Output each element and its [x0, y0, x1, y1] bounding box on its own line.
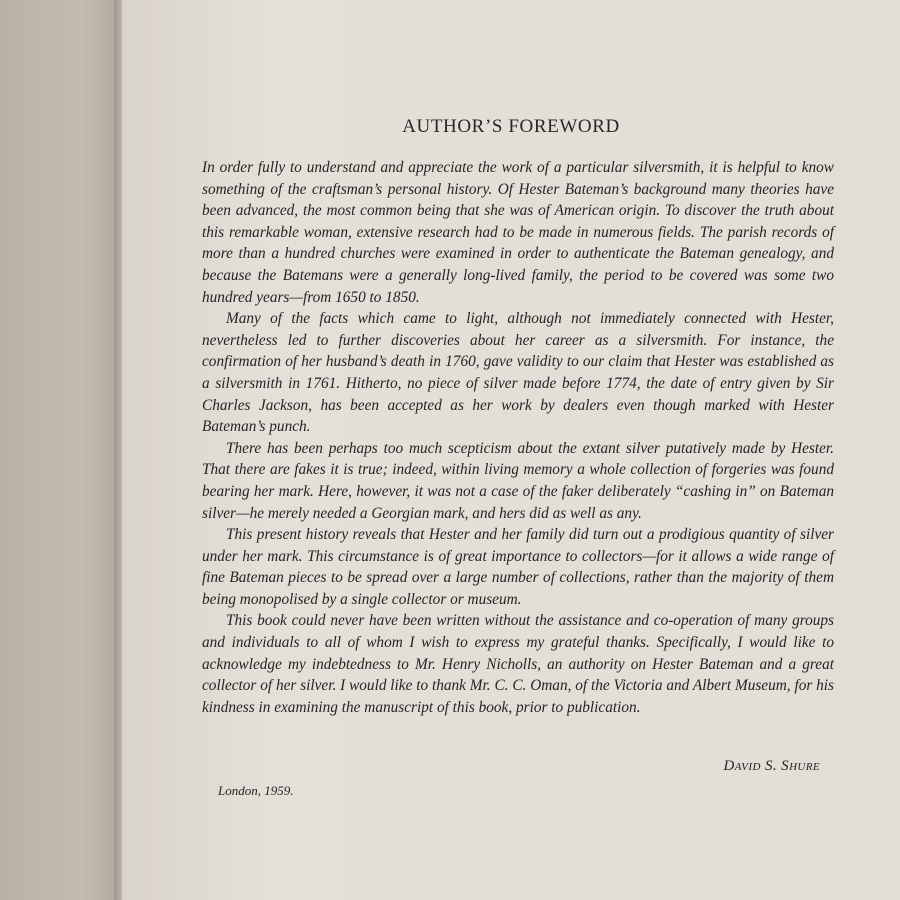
author-signature: David S. Shure	[723, 758, 820, 774]
paragraph: This book could never have been written without the assistance and co-operation of many groups and individuals to all of whom I wish to express my grateful thanks. Specifically, I would like to acknowledge my indebtedness to Mr. Henry Nicholls, an authority on Hester Bateman and a great collector of her silver. I would like to thank Mr. C. C. Oman, of the Victoria and Albert Museum, for his kindness in examining the manuscript of this book, prior to publication.	[202, 612, 834, 716]
paragraph: In order fully to understand and appreciate the work of a particular silversmith, it is helpful to know something of the craftsman’s personal history. Of Hester Bateman’s background many theories have been advanced, the most common being that she was of American origin. To discover the truth about this remarkable woman, extensive research had to be made in numerous fields. The parish records of more than a hundred churches were examined in order to authenticate the Bateman genealogy, and because the Batemans were a generally long-lived family, the period to be covered was some two hundred years—from 1650 to 1850.	[202, 159, 834, 306]
paragraph: Many of the facts which came to light, although not immediately connected with Hester, nevertheless led to further discoveries about her career as a silversmith. For instance, the confirmation of her husband’s death in 1760, gave validity to our claim that Hester was established as a silversmith in 1761. Hitherto, no piece of silver made before 1774, the date of entry given by Sir Charles Jackson, has been accepted as her work by dealers even though marked with Hester Bateman’s punch.	[202, 310, 834, 436]
facing-page-edge	[0, 0, 118, 900]
paragraph: There has been perhaps too much scepticism about the extant silver putatively made by Hester. That there are fakes it is true; indeed, within living memory a whole collection of forgeries was found bearing her mark. Here, however, it was not a case of the faker deliberately “cashing in” on Bateman silver—he merely needed a Georgian mark, and hers did as well as any.	[202, 439, 834, 522]
book-page	[122, 0, 900, 900]
page-title: AUTHOR’S FOREWORD	[402, 116, 620, 137]
paragraph: This present history reveals that Hester and her family did turn out a prodigious quantity of silver under her mark. This circumstance is of great importance to collectors—for it allows a wide range of fine Bateman pieces to be spread over a large number of collections, rather than the majority of them being monopolised by a single collector or museum.	[202, 526, 834, 608]
place-and-date: London, 1959.	[218, 783, 294, 798]
foreword-body	[202, 157, 834, 718]
